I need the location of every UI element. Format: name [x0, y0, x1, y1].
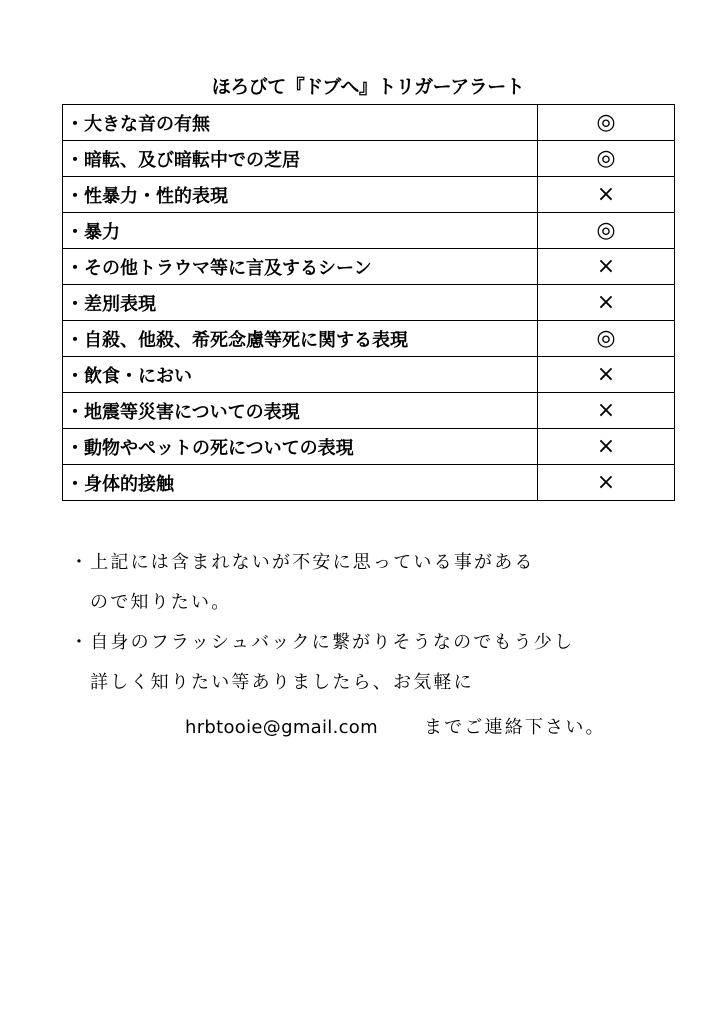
- contact-line: [185, 708, 606, 748]
- row-mark: [538, 249, 675, 285]
- row-item-label: ・自殺、他殺、希死念慮等死に関する表現: [63, 321, 538, 357]
- row-item-label: ・差別表現: [63, 285, 538, 321]
- table-row: [63, 141, 675, 177]
- row-item-label: ・身体的接触: [63, 465, 538, 501]
- mark-symbol: ×: [596, 182, 616, 207]
- note-line: 詳しく知りたい等ありましたら、お気軽に: [90, 672, 474, 693]
- row-item-label: ・飲食・におい: [63, 357, 538, 393]
- mark-symbol: ×: [596, 290, 616, 315]
- row-mark: [538, 213, 675, 249]
- row-item-label: ・動物やペットの死についての表現: [63, 429, 538, 465]
- mark-symbol: ×: [596, 398, 616, 423]
- row-mark: [538, 393, 675, 429]
- row-mark: [538, 285, 675, 321]
- row-mark: [538, 357, 675, 393]
- table-row: [63, 357, 675, 393]
- row-mark: [538, 105, 675, 141]
- mark-symbol: ×: [596, 434, 616, 459]
- row-mark: [538, 141, 675, 177]
- row-mark: [538, 465, 675, 501]
- table-row: [63, 105, 675, 141]
- table-row: [63, 177, 675, 213]
- contact-email: hrbtooie@gmail.com: [185, 717, 378, 738]
- row-item-label: ・地震等災害についての表現: [63, 393, 538, 429]
- row-item-label: ・暴力: [63, 213, 538, 249]
- table-row: [63, 321, 675, 357]
- mark-symbol: ◎: [596, 146, 616, 171]
- note-line: ・自身のフラッシュバックに繋がりそうなのでもう少し: [70, 632, 575, 653]
- contact-suffix: までご連絡下さい。: [423, 717, 606, 738]
- mark-symbol: ×: [596, 470, 616, 495]
- table-row: [63, 249, 675, 285]
- page-title: ほろびて『ドブへ』トリガーアラート: [211, 76, 525, 98]
- table-row: [63, 393, 675, 429]
- mark-symbol: ×: [596, 254, 616, 279]
- mark-symbol: ◎: [596, 326, 616, 351]
- note-line: ・上記には含まれないが不安に思っている事がある: [70, 552, 535, 573]
- mark-symbol: ◎: [596, 218, 616, 243]
- row-item-label: ・性暴力・性的表現: [63, 177, 538, 213]
- table-row: [63, 285, 675, 321]
- row-item-label: ・大きな音の有無: [63, 105, 538, 141]
- row-item-label: ・その他トラウマ等に言及するシーン: [63, 249, 538, 285]
- row-item-label: ・暗転、及び暗転中での芝居: [63, 141, 538, 177]
- row-mark: [538, 321, 675, 357]
- table-row: [63, 213, 675, 249]
- row-mark: [538, 429, 675, 465]
- mark-symbol: ×: [596, 362, 616, 387]
- note-line: ので知りたい。: [90, 592, 232, 613]
- notes-section: [70, 543, 690, 703]
- mark-symbol: ◎: [596, 110, 616, 135]
- trigger-alert-table: [62, 104, 675, 501]
- table-row: [63, 465, 675, 501]
- table-row: [63, 429, 675, 465]
- row-mark: [538, 177, 675, 213]
